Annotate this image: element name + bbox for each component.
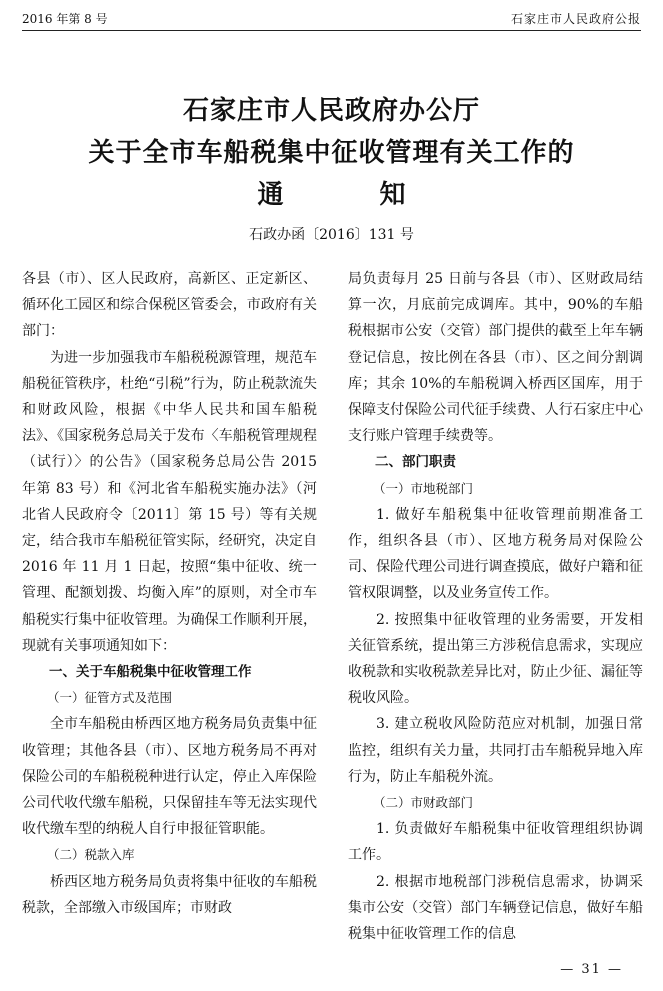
body-paragraph: 1. 负责做好车船税集中征收管理组织协调工作。 xyxy=(348,821,643,864)
document-number: 石政办函〔2016〕131 号 xyxy=(249,227,414,243)
section-heading: 一、关于车船税集中征收管理工作 xyxy=(49,664,252,681)
title-line-1: 石家庄市人民政府办公厅 xyxy=(182,96,480,126)
body-paragraph: 为进一步加强我市车船税税源管理，规范车船税征管秩序，杜绝“引税”行为，防止税款流失和财政风险，根据《中华人民共和国车船税法》、《国家税务总局关于发布〈车船税管理规程（试行）〉的公告》（国家税务总局公告 2015 年第 83 号）和《河北省车船税实施办法》（河北省人民政府令〔2011〕第 15 号）等有关规定，结合我市车船税征管实际，经研究，决定自 2016 年 11 月 1 日起，按照“集中征收、统一管理、配额划拨、均衡入库”的原则，对全市车船税实行集中征收管理。为确保工作顺利开展，现就有关事项通知如下： xyxy=(22,349,317,654)
body-paragraph: 3. 建立税收风险防范应对机制，加强日常监控，组织有关力量，共同打击车船税异地入库行为，防止车船税外流。 xyxy=(348,716,643,785)
body-paragraph: 局负责每月 25 日前与各县（市）、区财政局结算一次，月底前完成调库。其中，90%的车船税根据市公安（交管）部门提供的截至上年车辆登记信息，按比例在各县（市）、区之间分割调库；其余 10%的车船税调入桥西区国库，用于保障支付保险公司代征手续费、人行石家庄中心支行账户管理手续费等。 xyxy=(348,271,643,445)
running-header xyxy=(22,8,641,31)
title-line-3: 通知 xyxy=(257,180,502,210)
left-column xyxy=(22,266,317,921)
publication-name: 石家庄市人民政府公报 xyxy=(510,12,641,26)
subsection-heading: （一）市地税部门 xyxy=(373,480,474,496)
subsection-heading: （一）征管方式及范围 xyxy=(47,690,173,706)
section-heading: 二、部门职责 xyxy=(375,454,456,471)
document-title xyxy=(0,90,663,216)
body-paragraph: 全市车船税由桥西区地方税务局负责集中征收管理；其他各县（市）、区地方税务局不再对保险公司的车船税税种进行认定，停止入库保险公司代收代缴车船税，只保留挂车等无法实现代收代缴车型的纳税人自行申报征管职能。 xyxy=(22,716,317,838)
body-paragraph: 桥西区地方税务局负责将集中征收的车船税税款，全部缴入市级国库；市财政 xyxy=(22,873,317,916)
body-paragraph: 1. 做好车船税集中征收管理前期准备工作，组织各县（市）、区地方税务局对保险公司、保险代理公司进行调查摸底，做好户籍和征管权限调整，以及业务宣传工作。 xyxy=(348,506,643,602)
issue-label: 2016 年第 8 号 xyxy=(22,12,108,26)
right-column xyxy=(348,266,643,947)
body-paragraph: 2. 按照集中征收管理的业务需要，开发相关征管系统，提出第三方涉税信息需求，实现应收税款和实收税款差异比对，防止少征、漏征等税收风险。 xyxy=(348,611,643,707)
subsection-heading: （二）市财政部门 xyxy=(373,795,474,811)
subsection-heading: （二）税款入库 xyxy=(47,847,135,863)
body-paragraph: 2. 根据市地税部门涉税信息需求，协调采集市公安（交管）部门车辆登记信息，做好车船税集中征收管理工作的信息 xyxy=(348,873,643,943)
page-number: — 31 — xyxy=(560,962,623,977)
addressee-paragraph: 各县（市）、区人民政府，高新区、正定新区、循环化工园区和综合保税区管委会，市政府有关部门： xyxy=(22,271,317,340)
title-line-2: 关于全市车船税集中征收管理有关工作的 xyxy=(88,138,575,168)
